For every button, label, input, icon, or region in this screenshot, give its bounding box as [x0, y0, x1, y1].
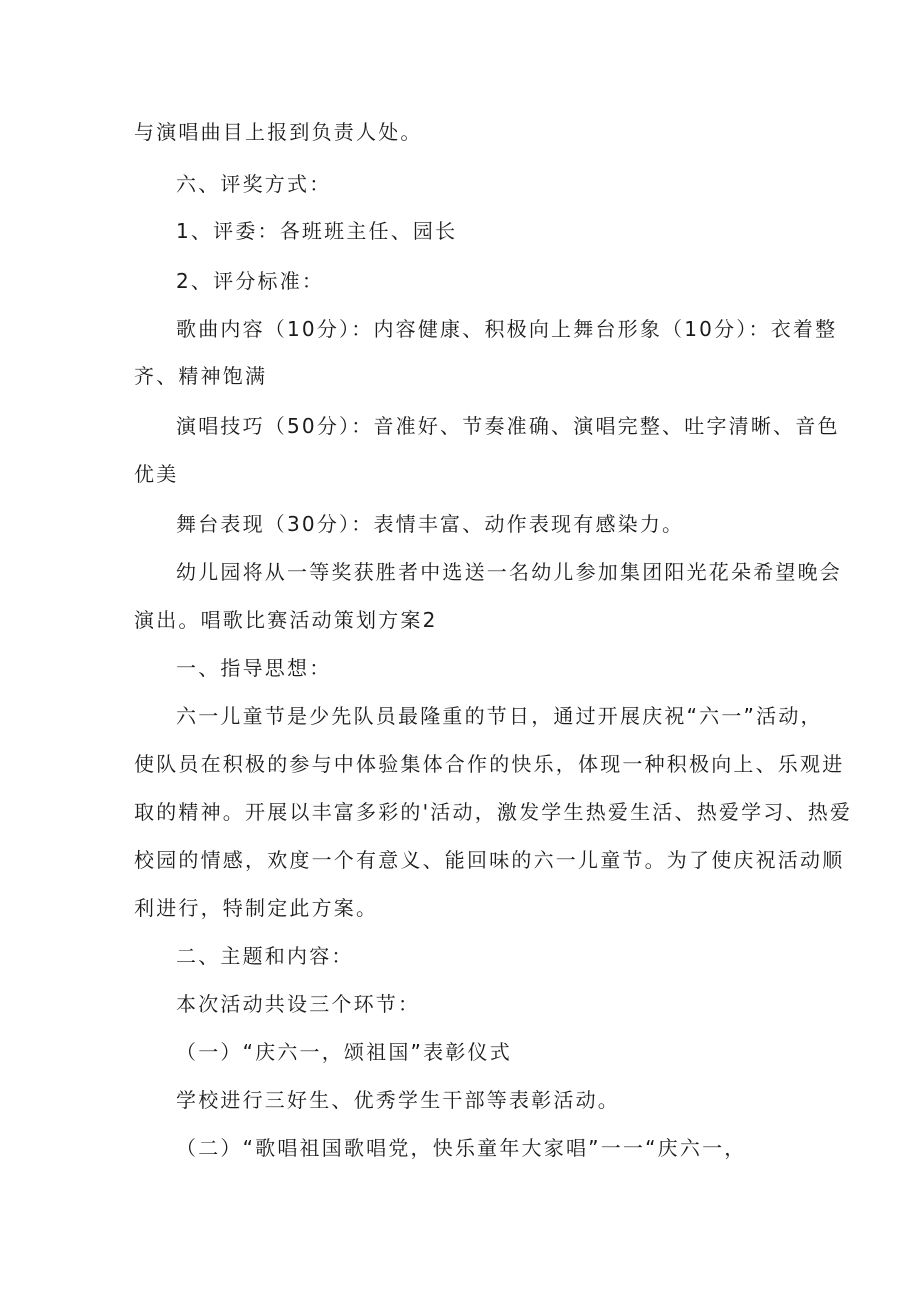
text-line: 演唱技巧（50分）：音准好、节奏准确、演唱完整、吐字清晰、音色: [176, 414, 840, 438]
section-heading: 六、评奖方式：: [176, 172, 332, 196]
text-line: 取的精神。开展以丰富多彩的'活动，激发学生热爱生活、热爱学习、热爱: [134, 800, 853, 824]
text-line: 使队员在积极的参与中体验集体合作的快乐，体现一种积极向上、乐观进: [134, 752, 845, 776]
text-line: 学校进行三好生、优秀学生干部等表彰活动。: [176, 1088, 620, 1112]
text-line: 与演唱曲目上报到负责人处。: [134, 120, 423, 144]
text-line: 幼儿园将从一等奖获胜者中选送一名幼儿参加集团阳光花朵希望晚会: [176, 560, 842, 584]
text-line: 利进行，特制定此方案。: [134, 896, 379, 920]
subsection-heading: （一）“庆六一，颂祖国”表彰仪式: [176, 1040, 512, 1064]
section-heading: 二、主题和内容：: [176, 944, 354, 968]
text-line: 六一儿童节是少先队员最隆重的节日，通过开展庆祝“六一”活动，: [176, 704, 823, 728]
text-line: 优美: [134, 462, 179, 486]
text-line: 1、评委：各班班主任、园长: [176, 219, 458, 243]
text-line: 2、评分标准：: [176, 269, 325, 293]
text-line: 齐、精神饱满: [134, 364, 268, 388]
text-line: 演出。唱歌比赛活动策划方案2: [134, 608, 438, 632]
subsection-heading: （二）“歌唱祖国歌唱党，快乐童年大家唱”一一“庆六一，: [176, 1136, 747, 1160]
text-line: 校园的情感，欢度一个有意义、能回味的六一儿童节。为了使庆祝活动顺: [134, 848, 845, 872]
text-line: 歌曲内容（10分）：内容健康、积极向上舞台形象（10分）：衣着整: [176, 317, 838, 341]
text-line: 本次活动共设三个环节：: [176, 992, 421, 1016]
section-heading: 一、指导思想：: [176, 656, 332, 680]
text-line: 舞台表现（30分）：表情丰富、动作表现有感染力。: [176, 512, 685, 536]
